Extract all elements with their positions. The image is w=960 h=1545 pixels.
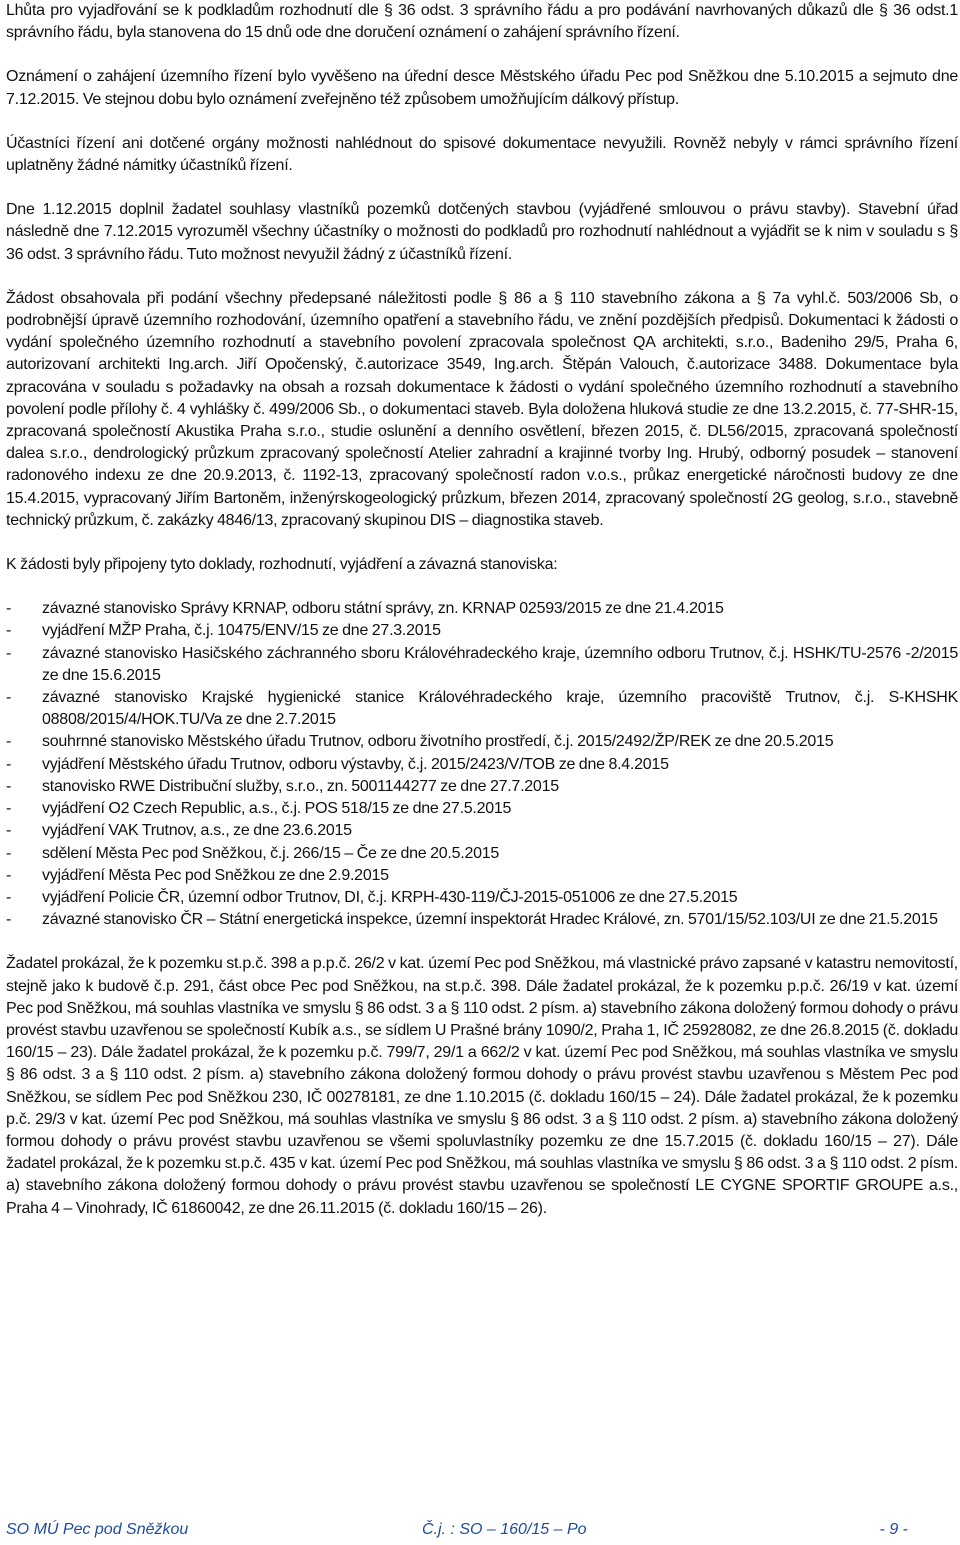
paragraph-ownership: Žadatel prokázal, že k pozemku st.p.č. 398 a p.p.č. 26/2 v kat. území Pec pod Sněžkou, má vlastnické právo zapsané v katastru nemovitostí, stejně jako k budově č.p. 291, část obce Pec pod Sněžkou, na st.p.č. 398. Dále žadatel prokázal, že k pozemku p.p.č. 26/19 v kat. území Pec pod Sněžkou, má souhlas vlastníka ve smyslu § 86 odst. 3 a § 110 odst. 2 písm. a) stavebního zákona doložený formou dohody o právu provést stavbu uzavřenou se společností Kubík a.s., se sídlem U Prašné brány 1090/2, Praha 1, IČ 25928082, ze dne 26.8.2015 (č. dokladu 160/15 – 23). Dále žadatel prokázal, že k pozemku p.č. 799/7, 29/1 a 662/2 v kat. území Pec pod Sněžkou, má souhlas vlastníka ve smyslu § 86 odst. 3 a § 110 odst. 2 písm. a) stavebního zákona doložený formou dohody o právu provést stavbu uzavřenou s Městem Pec pod Sněžkou, se sídlem Pec pod Sněžkou 230, IČ 00278181, ze dne 1.10.2015 (č. dokladu 160/15 – 24). Dále žadatel prokázal, že k pozemku p.č. 29/3 v kat. území Pec pod Sněžkou, má souhlas vlastníka ve smyslu § 86 odst. 3 a § 110 odst. 2 písm. a) stavebního zákona doložený formou dohody o právu provést stavbu uzavřenou se všemi spoluvlastníky pozemku ze dne 15.7.2015 (č. dokladu 160/15 – 27). Dále žadatel prokázal, že k pozemku st.p.č. 435 v kat. území Pec pod Sněžkou, má souhlas vlastníka ve smyslu § 86 odst. 3 a § 110 odst. 2 písm. a) stavebního zákona doložený formou dohody o právu provést stavbu uzavřenou se společností LE CYGNE SPORTIF GROUPE a.s., Praha 4 – Vinohrady, IČ 61860042, ze dne 26.11.2015 (č. dokladu 160/15 – 26). [6, 955, 958, 1217]
attachments-list [6, 598, 958, 931]
list-item: - závazné stanovisko Správy KRNAP, odboru státní správy, zn. KRNAP 02593/2015 ze dne 21.4.2015 [6, 598, 958, 620]
list-item: - vyjádření Policie ČR, územní odbor Trutnov, DI, č.j. KRPH-430-119/ČJ-2015-051006 ze dne 27.5.2015 [6, 887, 958, 909]
list-item: - souhrnné stanovisko Městského úřadu Trutnov, odboru životního prostředí, č.j. 2015/2492/ŽP/REK ze dne 20.5.2015 [6, 731, 958, 753]
paragraph-notice: Oznámení o zahájení územního řízení bylo vyvěšeno na úřední desce Městského úřadu Pec pod Sněžkou dne 5.10.2015 a sejmuto dne 7.12.2015. Ve stejnou dobu bylo oznámení zveřejněno též způsobem umožňujícím dálkový přístup. [6, 68, 958, 108]
list-item: - sdělení Města Pec pod Sněžkou, č.j. 266/15 – Če ze dne 20.5.2015 [6, 843, 958, 865]
list-item: - stanovisko RWE Distribuční služby, s.r.o., zn. 5001144277 ze dne 27.7.2015 [6, 776, 958, 798]
list-item: - vyjádření MŽP Praha, č.j. 10475/ENV/15 ze dne 27.3.2015 [6, 620, 958, 642]
paragraph-consents: Dne 1.12.2015 doplnil žadatel souhlasy vlastníků pozemků dotčených stavbou (vyjádřené smlouvou o právu stavby). Stavební úřad následně dne 7.12.2015 vyrozuměl všechny účastníky o možnosti do podkladů pro rozhodnutí nahlédnout a vyjádřit se k nim v souladu s § 36 odst. 3 správního řádu. Tuto možnost nevyužil žádný z účastníků řízení. [6, 201, 958, 263]
list-item: - závazné stanovisko ČR – Státní energetická inspekce, územní inspektorát Hradec Králové, zn. 5701/15/52.103/UI ze dne 21.5.2015 [6, 909, 958, 931]
paragraph-application: Žádost obsahovala při podání všechny předepsané náležitosti podle § 86 a § 110 stavebního zákona a § 7a vyhl.č. 503/2006 Sb, o podrobnější úpravě územního rozhodování, územního opatření a stavebního řádu, ve znění pozdějších předpisů. Dokumentaci k žádosti o vydání společného územního rozhodnutí a stavebního povolení zpracovala společnost QA architekti, s.r.o., Badeniho 29/5, Praha 6, autorizovaní architekti Ing.arch. Jiří Opočenský, č.autorizace 3549, Ing.arch. Štěpán Valouch, č.autorizace 3488. Dokumentace byla zpracována v souladu s požadavky na obsah a rozsah dokumentace k žádosti o vydání společného územního rozhodnutí a stavebního povolení podle přílohy č. 4 vyhlášky č. 499/2006 Sb., o dokumentaci staveb. Byla doložena hluková studie ze dne 13.2.2015, č. 77-SHR-15, zpracovaná společností Akustika Praha s.r.o., studie oslunění a denního osvětlení, březen 2015, č. DL56/2015, zpracovaná společností dalea s.r.o., dendrologický průzkum zpracovaný společností Atelier zahradní a krajinné tvorby Ing. Hrubý, odborný posudek – stanovení radonového indexu ze dne 20.9.2013, č. 1192-13, zpracovaný společností radon v.o.s., průkaz energetické náročnosti budovy ze dne 15.4.2015, vypracovaný Jiřím Bartoněm, inženýrskogeologický průzkum, březen 2014, zpracovaný společností 2G geolog, s.r.o., stavebně technický průzkum, č. zakázky 4846/13, zpracovaný skupinou DIS – diagnostika staveb. [6, 289, 958, 529]
list-item: - závazné stanovisko Krajské hygienické stanice Královéhradeckého kraje, územního pracoviště Trutnov, č.j. S-KHSHK 08808/2015/4/HOK.TU/Va ze dne 2.7.2015 [6, 687, 958, 731]
document-body [6, 0, 958, 1220]
list-item: - vyjádření VAK Trutnov, a.s., ze dne 23.6.2015 [6, 820, 958, 842]
list-item: - vyjádření Města Pec pod Sněžkou ze dne 2.9.2015 [6, 865, 958, 887]
paragraph-attachments-intro: K žádosti byly připojeny tyto doklady, rozhodnutí, vyjádření a závazná stanoviska: [6, 556, 558, 574]
footer-office: SO MÚ Pec pod Sněžkou [6, 1521, 189, 1538]
paragraph-participants: Účastníci řízení ani dotčené orgány možnosti nahlédnout do spisové dokumentace nevyužili. Rovněž nebyly v rámci správního řízení uplatněny žádné námitky účastníků řízení. [6, 134, 958, 175]
footer-page-number: - 9 - [879, 1521, 908, 1538]
page-footer [6, 1521, 908, 1545]
list-item: - vyjádření Městského úřadu Trutnov, odboru výstavby, č.j. 2015/2423/V/TOB ze dne 8.4.2015 [6, 754, 958, 776]
list-item: - vyjádření O2 Czech Republic, a.s., č.j. POS 518/15 ze dne 27.5.2015 [6, 798, 958, 820]
footer-reference: Č.j. : SO – 160/15 – Po [422, 1521, 587, 1538]
list-item: - závazné stanovisko Hasičského záchranného sboru Královéhradeckého kraje, územního odboru Trutnov, č.j. HSHK/TU-2576 -2/2015 ze dne 15.6.2015 [6, 643, 958, 687]
paragraph-deadline: Lhůta pro vyjadřování se k podkladům rozhodnutí dle § 36 odst. 3 správního řádu a pro podávání navrhovaných důkazů dle § 36 odst.1 správního řádu, byla stanovena do 15 dnů ode dne doručení oznámení o zahájení správního řízení. [6, 2, 958, 42]
